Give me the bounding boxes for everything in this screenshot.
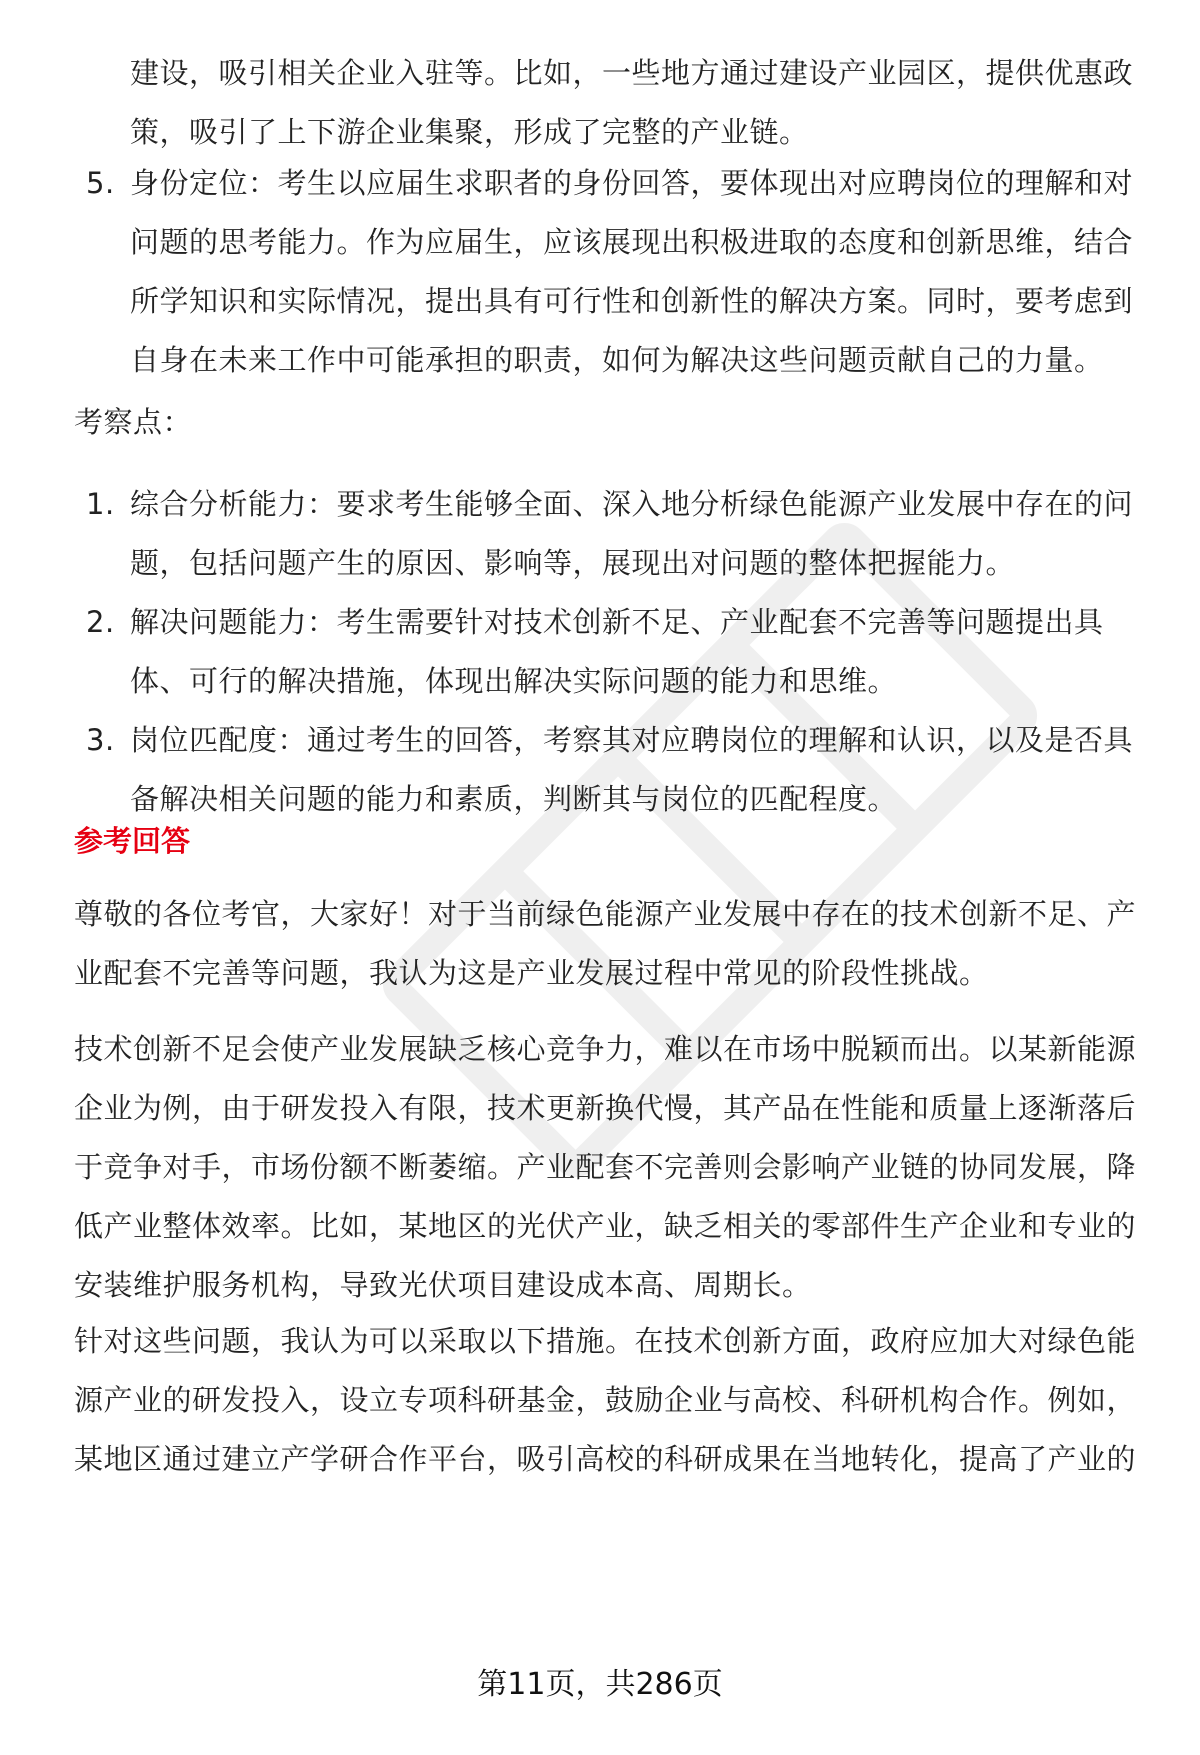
answer-paragraph-2: [74, 1020, 1140, 1315]
list-item-4-continued: [74, 44, 1140, 162]
list-item-text: 身份定位：考生以应届生求职者的身份回答，要体现出对应聘岗位的理解和对问题的思考能力。作为应届生，应该展现出积极进取的态度和创新思维，结合所学知识和实际情况，提出具有可行性和创新性的解决方案。同时，要考虑到自身在未来工作中可能承担的职责，如何为解决这些问题贡献自己的力量。: [130, 166, 1134, 377]
answer-paragraph-3: [74, 1312, 1140, 1489]
list-number: 1.: [86, 487, 115, 521]
page-number: 第11页，共286页: [477, 1667, 723, 1702]
list-number: 3.: [86, 723, 115, 757]
reference-answer-heading: 参考回答: [74, 824, 191, 858]
list-item-text: 解决问题能力：考生需要针对技术创新不足、产业配套不完善等问题提出具体、可行的解决措施，体现出解决实际问题的能力和思维。: [130, 605, 1104, 698]
list-number: 2.: [86, 605, 115, 639]
paragraph-text: 尊敬的各位考官，大家好！对于当前绿色能源产业发展中存在的技术创新不足、产业配套不完善等问题，我认为这是产业发展过程中常见的阶段性挑战。: [74, 897, 1137, 990]
list-item-text: 岗位匹配度：通过考生的回答，考察其对应聘岗位的理解和认识，以及是否具备解决相关问题的能力和素质，判断其与岗位的匹配程度。: [130, 723, 1134, 816]
kaochadian-list: [74, 475, 1140, 829]
section-heading-text: 考察点：: [74, 405, 193, 439]
answer-paragraph-1: [74, 885, 1140, 1003]
list-item: [74, 593, 1140, 711]
list-item: [74, 711, 1140, 829]
list-item-5: [74, 154, 1140, 390]
list-item: [74, 475, 1140, 593]
list-item-text: 建设，吸引相关企业入驻等。比如，一些地方通过建设产业园区，提供优惠政策，吸引了上下游企业集聚，形成了完整的产业链。: [130, 56, 1134, 149]
paragraph-text: 技术创新不足会使产业发展缺乏核心竞争力，难以在市场中脱颖而出。以某新能源企业为例，由于研发投入有限，技术更新换代慢，其产品在性能和质量上逐渐落后于竞争对手，市场份额不断萎缩。产业配套不完善则会影响产业链的协同发展，降低产业整体效率。比如，某地区的光伏产业，缺乏相关的零部件生产企业和专业的安装维护服务机构，导致光伏项目建设成本高、周期长。: [74, 1032, 1137, 1302]
list-item-text: 综合分析能力：要求考生能够全面、深入地分析绿色能源产业发展中存在的问题，包括问题产生的原因、影响等，展现出对问题的整体把握能力。: [130, 487, 1134, 580]
paragraph-text: 针对这些问题，我认为可以采取以下措施。在技术创新方面，政府应加大对绿色能源产业的研发投入，设立专项科研基金，鼓励企业与高校、科研机构合作。例如，某地区通过建立产学研合作平台，吸引高校的科研成果在当地转化，提高了产业的: [74, 1324, 1137, 1476]
list-number: 5.: [86, 166, 115, 200]
section-heading-kaochadian: [74, 393, 1140, 452]
